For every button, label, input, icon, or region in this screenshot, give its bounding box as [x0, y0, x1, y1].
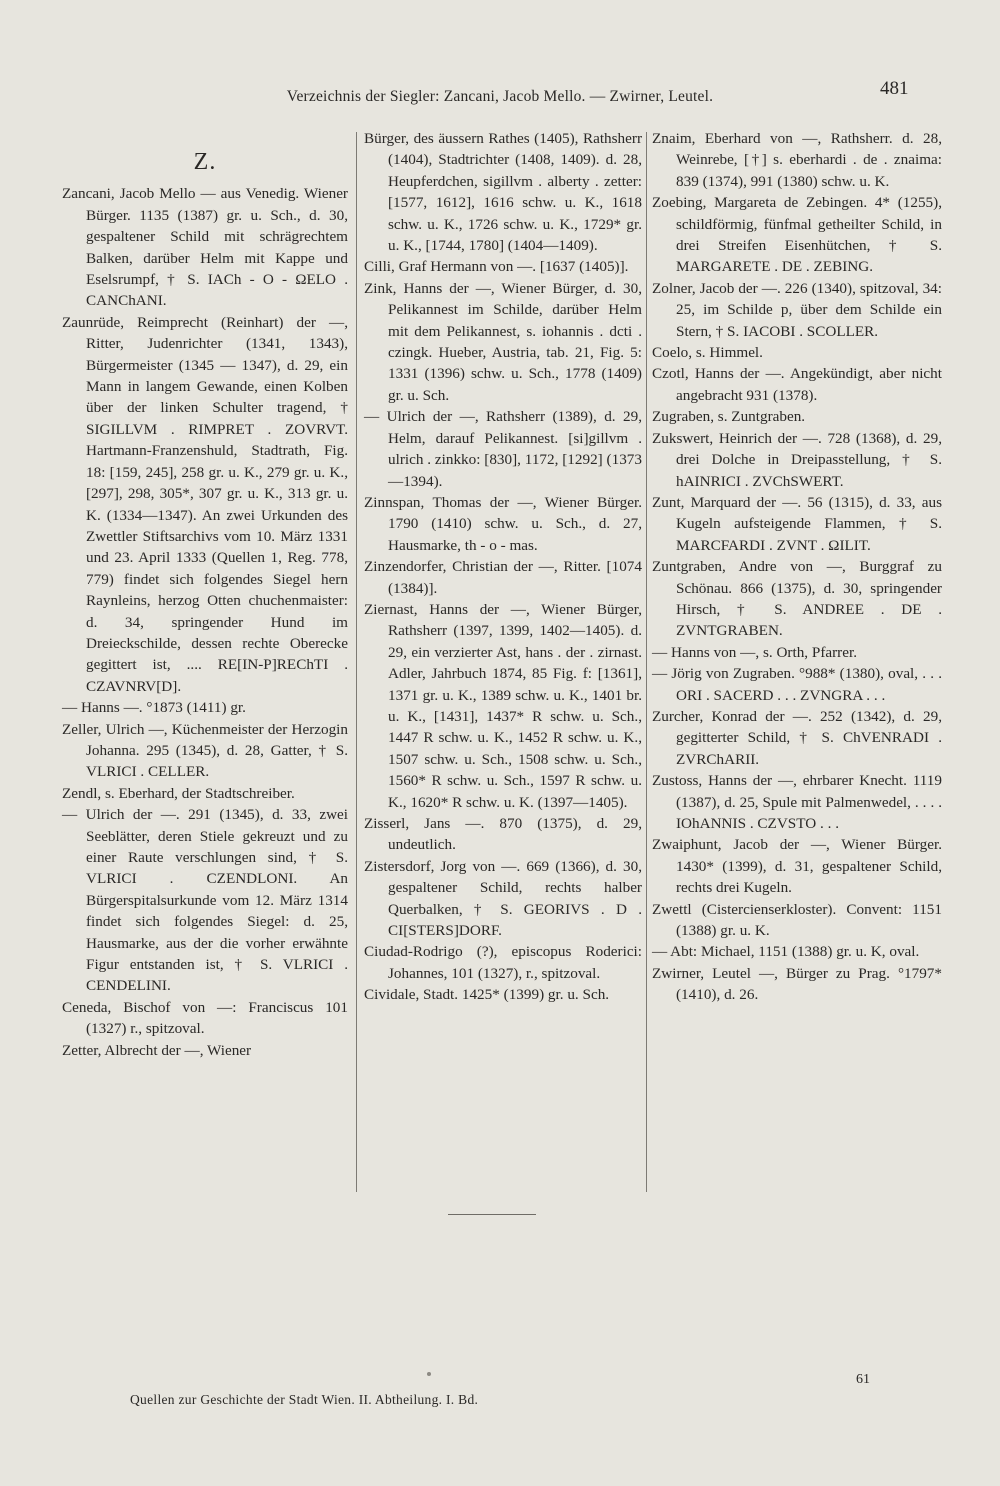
register-entry: Zoebing, Margareta de Zebingen. 4* (1255), schildförmig, fünfmal getheilter Schild, in drei Streifen Eisenhütchen, † S. MARGARETE . DE . ZEBING.: [652, 194, 942, 276]
register-entry: Ziernast, Hanns der —, Wiener Bürger, Rathsherr (1397, 1399, 1402—1405). d. 29, ein verzierter Ast, hans . der . zirnast. Adler, Jahrbuch 1874, 85 Fig. f: [1361], 1371 gr. u. K., 1389 schw. u. K., 1401 br. u. K., [1431], 1437* R schw. u. Sch., 1447 R schw. u. K., 1452 R schw. u. K., 1507 schw. u. Sch., 1508 schw. u. Sch., 1560* R schw. u. Sch., 1597 R schw. u. K., 1620* R schw. u. K. (1397—1405).: [364, 600, 642, 811]
register-entry: Zetter, Albrecht der —, Wiener: [62, 1041, 252, 1059]
print-speck: [427, 1372, 431, 1376]
register-entry: Ceneda, Bischof von —: Franciscus 101 (1327) r., spitzoval.: [62, 998, 348, 1038]
register-entry: Zunt, Marquard der —. 56 (1315), d. 33, aus Kugeln aufsteigende Flammen, † S. MARCFARDI . ZVNT . ΩILIT.: [652, 493, 942, 554]
series-footer: Quellen zur Geschichte der Stadt Wien. II. Abtheilung. I. Bd.: [130, 1392, 479, 1407]
register-entry: — Ulrich der —, Rathsherr (1389), d. 29, Helm, darauf Pelikannest. [si]gillvm . ulrich . zinkko: [830], 1172, [1292] (1373—1394).: [364, 408, 642, 490]
signature-mark: 61: [856, 1372, 870, 1387]
register-entry: Zinnspan, Thomas der —, Wiener Bürger. 1790 (1410) schw. u. Sch., d. 27, Hausmarke, th - o - mas.: [364, 493, 642, 554]
column-2: [364, 128, 642, 1006]
register-entry: — Abt: Michael, 1151 (1388) gr. u. K, oval.: [652, 943, 920, 961]
register-entry: Zendl, s. Eberhard, der Stadtschreiber.: [62, 784, 295, 802]
register-entry: Coelo, s. Himmel.: [652, 344, 763, 362]
section-letter: Z.: [193, 149, 217, 175]
register-entry: Czotl, Hanns der —. Angekündigt, aber nicht angebracht 931 (1378).: [652, 365, 942, 404]
register-entry: Zurcher, Konrad der —. 252 (1342), d. 29, gegitterter Schild, † S. ChVENRADI . ZVRChARII.: [652, 707, 942, 768]
register-entry: Zukswert, Heinrich der —. 728 (1368), d. 29, drei Dolche in Dreipasstellung, † S. hAINRICI . ZVChSWERT.: [652, 429, 942, 490]
register-entry: Cividale, Stadt. 1425* (1399) gr. u. Sch.: [364, 986, 610, 1004]
column-divider: [356, 132, 357, 1192]
register-entry: Zeller, Ulrich —, Küchenmeister der Herzogin Johanna. 295 (1345), d. 28, Gatter, † S. VLRICI . CELLER.: [62, 720, 348, 781]
register-entry: Znaim, Eberhard von —, Rathsherr. d. 28, Weinrebe, [†] s. eberhardi . de . znaima: 839 (1374), 991 (1380) schw. u. K.: [652, 130, 942, 190]
register-entry: Zwaiphunt, Jacob der —, Wiener Bürger. 1430* (1399), d. 31, gespaltener Schild, rechts drei Kugeln.: [652, 836, 942, 897]
column-1: [62, 149, 348, 1061]
register-entry: Zink, Hanns der —, Wiener Bürger, d. 30, Pelikannest im Schilde, darüber Helm mit dem Pelikannest, s. iohannis . dcti . czingk. Hueber, Austria, tab. 21, Fig. 5: 1331 (1396) schw. u. Sch., 1778 (1409) gr. u. Sch.: [364, 279, 642, 404]
register-entry: Zisserl, Jans —. 870 (1375), d. 29, undeutlich.: [364, 815, 642, 854]
column-3: [652, 128, 942, 1006]
register-entry: Ciudad-Rodrigo (?), episcopus Roderici: Johannes, 101 (1327), r., spitzoval.: [364, 943, 642, 982]
register-entry: Zancani, Jacob Mello — aus Venedig. Wiener Bürger. 1135 (1387) gr. u. Sch., d. 30, gespaltener Schild mit schrägrechtem Balken, darüber Helm mit Kappe und Eselsrumpf, † S. IACh - O - ΩELO . CANChANI.: [62, 185, 348, 310]
page-number: 481: [880, 78, 909, 99]
register-entry: Zaunrüde, Reimprecht (Reinhart) der —, Ritter, Judenrichter (1341, 1343), Bürgermeister (1345 — 1347), d. 29, ein Mann in langem Gewande, einen Kolben über der linken Schulter tragend, † SIGILLVM . RIMPRET . ZOVRVT. Hartmann-Franzenshuld, Stadtrath, Fig. 18: [159, 245], 258 gr. u. K., 279 gr. u. K., [297], 298, 305*, 307 gr. u. K., 313 gr. u. K. (1334—1347). An zwei Urkunden des Zwettler Stiftsarchivs vom 10. März 1331 und 23. April 1333 (Quellen 1, Reg. 778, 779) findet sich folgendes Siegel hern Raynleins, herzog Otten chuchenmaister: d. 34, springender Hund im Dreieckschilde, dessen rechte Oberecke gegittert ist, .... RE[IN-P]REChTI . CZAVNRV[D].: [62, 313, 348, 695]
register-entry: Zinzendorfer, Christian der —, Ritter. [1074 (1384)].: [364, 558, 642, 597]
register-entry: Zistersdorf, Jorg von —. 669 (1366), d. 30, gespaltener Schild, rechts halber Querbalken, † S. GEORIVS . D . CI[STERS]DORF.: [364, 857, 642, 940]
register-entry: Zuntgraben, Andre von —, Burggraf zu Schönau. 866 (1375), d. 30, springender Hirsch, † S. ANDREE . DE . ZVNTGRABEN.: [652, 558, 942, 640]
end-rule: [448, 1214, 536, 1215]
register-entry: Zwettl (Cistercienserkloster). Convent: 1151 (1388) gr. u. K.: [652, 900, 942, 940]
register-entry: — Jörig von Zugraben. °988* (1380), oval, . . . ORI . SACERD . . . ZVNGRA . . .: [652, 665, 942, 704]
register-entry: Zugraben, s. Zuntgraben.: [652, 408, 806, 426]
register-entry: Zustoss, Hanns der —, ehrbarer Knecht. 1119 (1387), d. 25, Spule mit Palmenwedel, . . . . IOhANNIS . CZVSTO . . .: [652, 772, 942, 832]
register-entry: Zwirner, Leutel —, Bürger zu Prag. °1797* (1410), d. 26.: [652, 964, 942, 1004]
register-entry: Zolner, Jacob der —. 226 (1340), spitzoval, 34: 25, im Schilde p, über dem Schilde ein Stern, † S. IACOBI . SCOLLER.: [652, 279, 942, 340]
register-entry: Bürger, des äussern Rathes (1405), Rathsherr (1404), Stadtrichter (1408, 1409). d. 28, Heupferdchen, sigillvm . alberty . zetter: [1577, 1612], 1616 schw. u. K., 1618 schw. u. K., 1726 schw. u. K., 1729* gr. u. K., [1744, 1780] (1404—1409).: [364, 130, 642, 255]
register-entry: Cilli, Graf Hermann von —. [1637 (1405)].: [364, 258, 629, 276]
register-entry: — Hanns —. °1873 (1411) gr.: [62, 699, 246, 717]
register-entry: — Hanns von —, s. Orth, Pfarrer.: [652, 643, 858, 661]
column-divider: [646, 132, 647, 1192]
register-entry: — Ulrich der —. 291 (1345), d. 33, zwei Seeblätter, deren Stiele gekreuzt und zu einer Raute verschlungen sind, † S. VLRICI . CZENDLONI. An Bürgerspitalsurkunde vom 12. März 1314 findet sich folgendes Siegel: d. 25, Hausmarke, aus der die vorher erwähnte Figur entstanden ist, † S. VLRICI . CENDELINI.: [62, 806, 348, 995]
running-title: Verzeichnis der Siegler: Zancani, Jacob Mello. — Zwirner, Leutel.: [286, 88, 714, 105]
